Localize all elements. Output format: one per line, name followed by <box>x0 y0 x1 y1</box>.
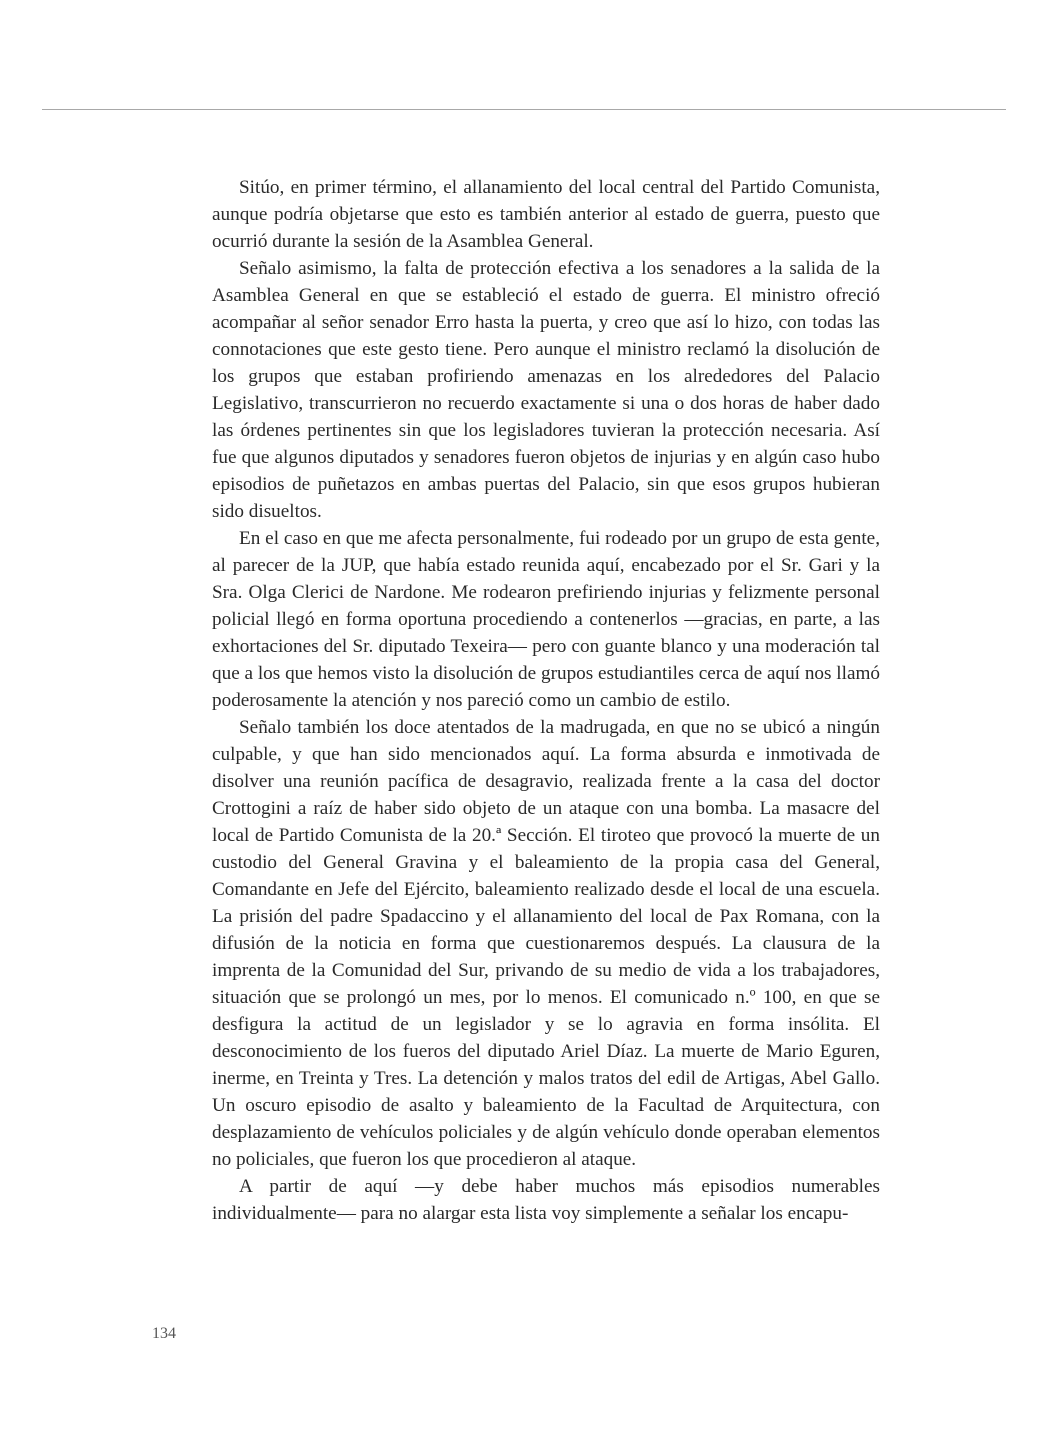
header-rule <box>42 109 1006 110</box>
paragraph: Señalo también los doce atentados de la madrugada, en que no se ubicó a ningún culpable, y que han sido mencionados aquí. La forma absurda e inmotivada de disolver una reunión pacífica de desagravio, realizada frente a la casa del doctor Crottogini a raíz de haber sido objeto de un ataque con una bomba. La masacre del local de Partido Comunista de la 20.ª Sección. El tiroteo que provocó la muerte de un custodio del General Gravina y el baleamiento de la propia casa del General, Comandante en Jefe del Ejército, baleamiento realizado desde el local de una escuela. La prisión del padre Spadaccino y el allanamiento del local de Pax Romana, con la difusión de la noticia en forma que cuestionaremos después. La clausura de la imprenta de la Comunidad del Sur, privando de su medio de vida a los trabajadores, situación que se prolongó un mes, por lo menos. El comunicado n.º 100, en que se desfigura la actitud de un legislador y se lo agravia en forma insólita. El desconocimiento de los fueros del diputado Ariel Díaz. La muerte de Mario Eguren, inerme, en Treinta y Tres. La detención y malos tratos del edil de Artigas, Abel Gallo. Un oscuro episodio de asalto y baleamiento de la Facultad de Arquitectura, con desplazamiento de vehículos policiales y de algún vehículo donde operaban elementos no policiales, que fueron los que procedieron al ataque. <box>212 717 880 1170</box>
page-number: 134 <box>152 1325 176 1342</box>
paragraph: En el caso en que me afecta personalmente, fui rodeado por un grupo de esta gente, al parecer de la JUP, que había estado reunida aquí, encabezado por el Sr. Gari y la Sra. Olga Clerici de Nardone. Me rodearon prefiriendo injurias y felizmente personal policial llegó en forma oportuna procediendo a contenerlos —gracias, en parte, a las exhortaciones del Sr. diputado Texeira— pero con guante blanco y una moderación tal que a los que hemos visto la disolución de grupos estudiantiles cerca de aquí nos llamó poderosamente la atención y nos pareció como un cambio de estilo. <box>212 528 880 711</box>
paragraph: Señalo asimismo, la falta de protección efectiva a los senadores a la salida de la Asamblea General en que se estableció el estado de guerra. El ministro ofreció acompañar al señor senador Erro hasta la puerta, y creo que así lo hizo, con todas las connotaciones que este gesto tiene. Pero aunque el ministro reclamó la disolución de los grupos que estaban profiriendo amenazas en los alrededores del Palacio Legislativo, transcurrieron no recuerdo exactamente si una o dos horas de haber dado las órdenes pertinentes sin que los legisladores tuvieran la protección necesaria. Así fue que algunos diputados y senadores fueron objetos de injurias y en algún caso hubo episodios de puñetazos en ambas puertas del Palacio, sin que esos grupos hubieran sido disueltos. <box>212 258 880 522</box>
body-text <box>212 174 880 1227</box>
paragraph: Sitúo, en primer término, el allanamiento del local central del Partido Comunista, aunque podría objetarse que esto es también anterior al estado de guerra, puesto que ocurrió durante la sesión de la Asamblea General. <box>212 177 880 252</box>
paragraph: A partir de aquí —y debe haber muchos más episodios numerables individualmente— para no alargar esta lista voy simplemente a señalar los encapu- <box>212 1176 880 1224</box>
